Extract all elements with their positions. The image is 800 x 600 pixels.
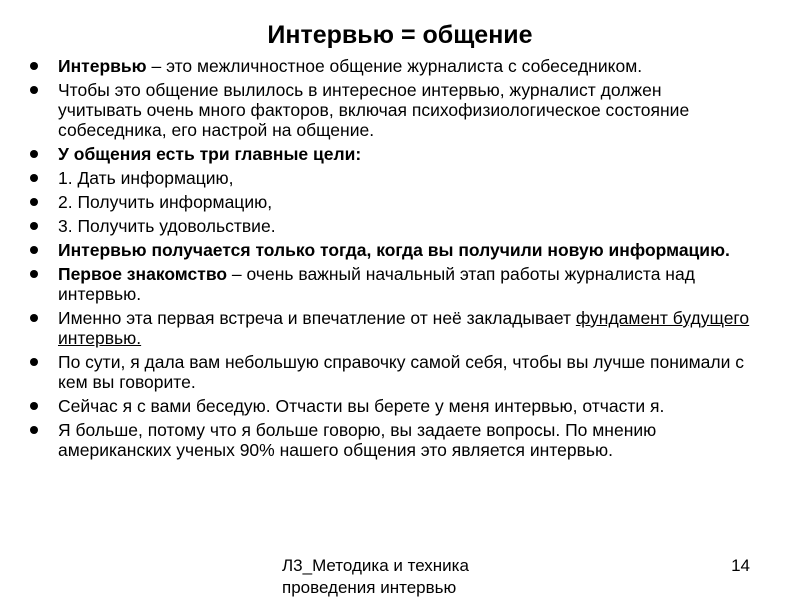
bullet-text: 2. Получить информацию, [58,192,273,212]
bullet-item [30,168,750,188]
bullet-dot [30,402,38,410]
bullet-bold-text: Интервью [58,56,147,76]
bullet-text: Сейчас я с вами беседую. Отчасти вы берете у меня интервью, отчасти я. [58,396,665,416]
bullet-dot [30,86,38,94]
bullet-bold-text: У общения есть три главные цели: [58,144,362,164]
bullet-dot [30,150,38,158]
bullet-list [30,56,750,464]
bullet-item [30,216,750,236]
bullet-bold-text: Интервью получается только тогда, когда вы получили новую информацию. [58,240,730,260]
bullet-dot [30,174,38,182]
footer-title [282,555,469,599]
bullet-item [30,192,750,212]
bullet-item [30,308,750,348]
bullet-item [30,264,750,304]
bullet-text: 1. Дать информацию, [58,168,234,188]
footer-line-2: проведения интервью [282,578,457,597]
bullet-text: Именно эта первая встреча и впечатление от неё закладывает [58,308,576,328]
bullet-dot [30,426,38,434]
bullet-item [30,240,750,260]
slide-title: Интервью = общение [267,21,533,49]
bullet-dot [30,358,38,366]
bullet-item [30,144,750,164]
bullet-text: Чтобы это общение вылилось в интересное интервью, журналист должен учитывать очень много факторов, включая психофизиологическое состояние собеседника, его настрой на общение. [58,80,690,140]
bullet-text: 3. Получить удовольствие. [58,216,276,236]
bullet-text: Я больше, потому что я больше говорю, вы задаете вопросы. По мнению американских ученых 90% нашего общения это является интервью. [58,420,657,460]
bullet-item [30,420,750,460]
bullet-dot [30,270,38,278]
bullet-item [30,352,750,392]
bullet-dot [30,314,38,322]
footer-line-1: Л3_Методика и техника [282,556,469,575]
bullet-text: – очень важный начальный этап работы журналиста над интервью. [58,264,695,304]
bullet-dot [30,198,38,206]
bullet-dot [30,246,38,254]
bullet-text: – это межличностное общение журналиста с собеседником. [146,56,643,76]
bullet-item [30,396,750,416]
bullet-text: По сути, я дала вам небольшую справочку самой себя, чтобы вы лучше понимали с кем вы говорите. [58,352,745,392]
bullet-item [30,80,750,140]
page-number: 14 [731,556,750,575]
bullet-dot [30,62,38,70]
bullet-underlined-text: фундамент будущего интервью. [58,308,750,348]
bullet-item [30,56,750,76]
bullet-dot [30,222,38,230]
bullet-bold-text: Первое знакомство [58,264,228,284]
